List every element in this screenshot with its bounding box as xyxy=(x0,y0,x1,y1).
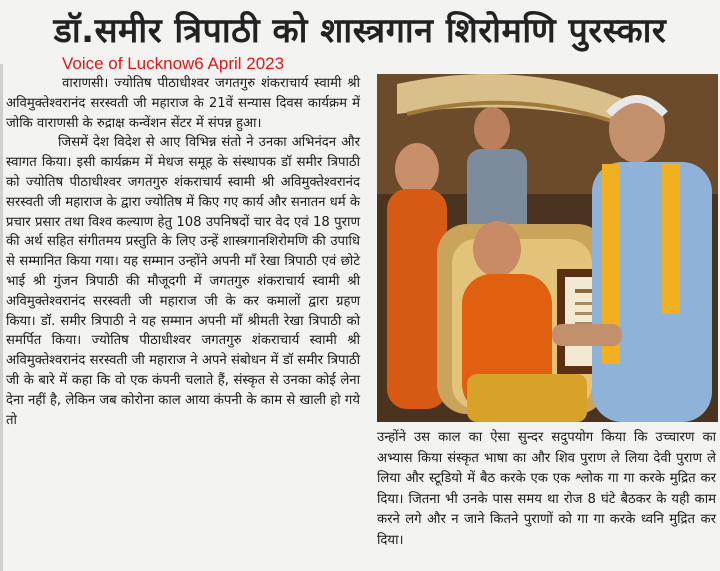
headline: डॉ.समीर त्रिपाठी को शास्त्रगान शिरोमणि पुरस्कार xyxy=(53,11,667,51)
photo-illustration xyxy=(377,74,718,422)
article-paragraph-2: जिसमें देश विदेश से आए विभिन्न संतो ने उनका अभिनंदन और स्वागत किया। इसी कार्यक्रम में मेधज समूह के संस्थापक डॉ समीर त्रिपाठी को ज्योतिष पीठाधीश्वर जगतगुरु शंकराचार्य स्वामी श्री अविमुक्तेश्वरानंद सरस्वती जी महाराज के द्वारा ज्योतिष में किए गए कार्य और सनातन धर्म के प्रचार प्रसार तथा विश्व कल्याण हेतु 108 उपनिषदों चार वेद एवं 18 पुराण की अर्थ सहित संगीतमय प्रस्तुति के लिए उन्हें शास्त्रगानशिरोमणि की उपाधि से सम्मानित किया गया। यह सम्मान उन्होंने अपनी माँ रेखा त्रिपाठी एवं छोटे भाई श्री गुंजन त्रिपाठी की मौजूदगी में जगतगुरु शंकराचार्य स्वामी श्री अविमुक्तेश्वरानंद सरस्वती जी महाराज जी के कर कमालों द्वारा ग्रहण किया। डॉ. समीर त्रिपाठी ने यह सम्मान अपनी माँ श्रीमती रेखा त्रिपाठी को समर्पित किया। ज्योतिष पीठाधीश्वर जगतगुरु शंकराचार्य स्वामी श्री अविमुक्तेश्वरानंद सरस्वती जी महाराज ने अपने संबोधन में डॉ समीर त्रिपाठी जी के बारे में कहा कि वो एक कंपनी चलाते हैं, संस्कृत से उनका कोई लेना देना नहीं है, लेकिन जब कोरोना काल आया कंपनी के काम से खाली हो गये तो xyxy=(6,135,360,428)
article-left-column xyxy=(0,74,364,571)
watermark-source: Voice of Lucknow6 April 2023 xyxy=(62,54,285,73)
article-paragraph-1: वाराणसी। ज्योतिष पीठाधीश्वर जगतगुरु शंकराचार्य स्वामी श्री अविमुक्तेश्वरानंद सरस्वती जी महाराज के 21वें सन्यास दिवस कार्यक्रम में जोकि वाराणसी के रुद्राक्ष कन्वेंशन सेंटर में संपन्न हुआ। xyxy=(6,76,360,131)
article-right-column xyxy=(373,428,718,571)
award-ceremony-photo xyxy=(377,74,718,422)
article-paragraph-3: उन्होंने उस काल का ऐसा सुन्दर सदुपयोग किया कि उच्चारण का अभ्यास किया संस्कृत भाषा का और शिव पुराण ले लिया देवी पुराण ले लिया और स्टूडियो में बैठ करके एक एक श्लोक गा गा करके मुद्रित कर दिया। जितना भी उनके पास समय था रोज 8 घंटे बैठकर के यही काम करने लगे और न जाने कितने पुराणों को गा गा करके ध्वनि मुद्रित कर दिया। xyxy=(377,430,716,548)
